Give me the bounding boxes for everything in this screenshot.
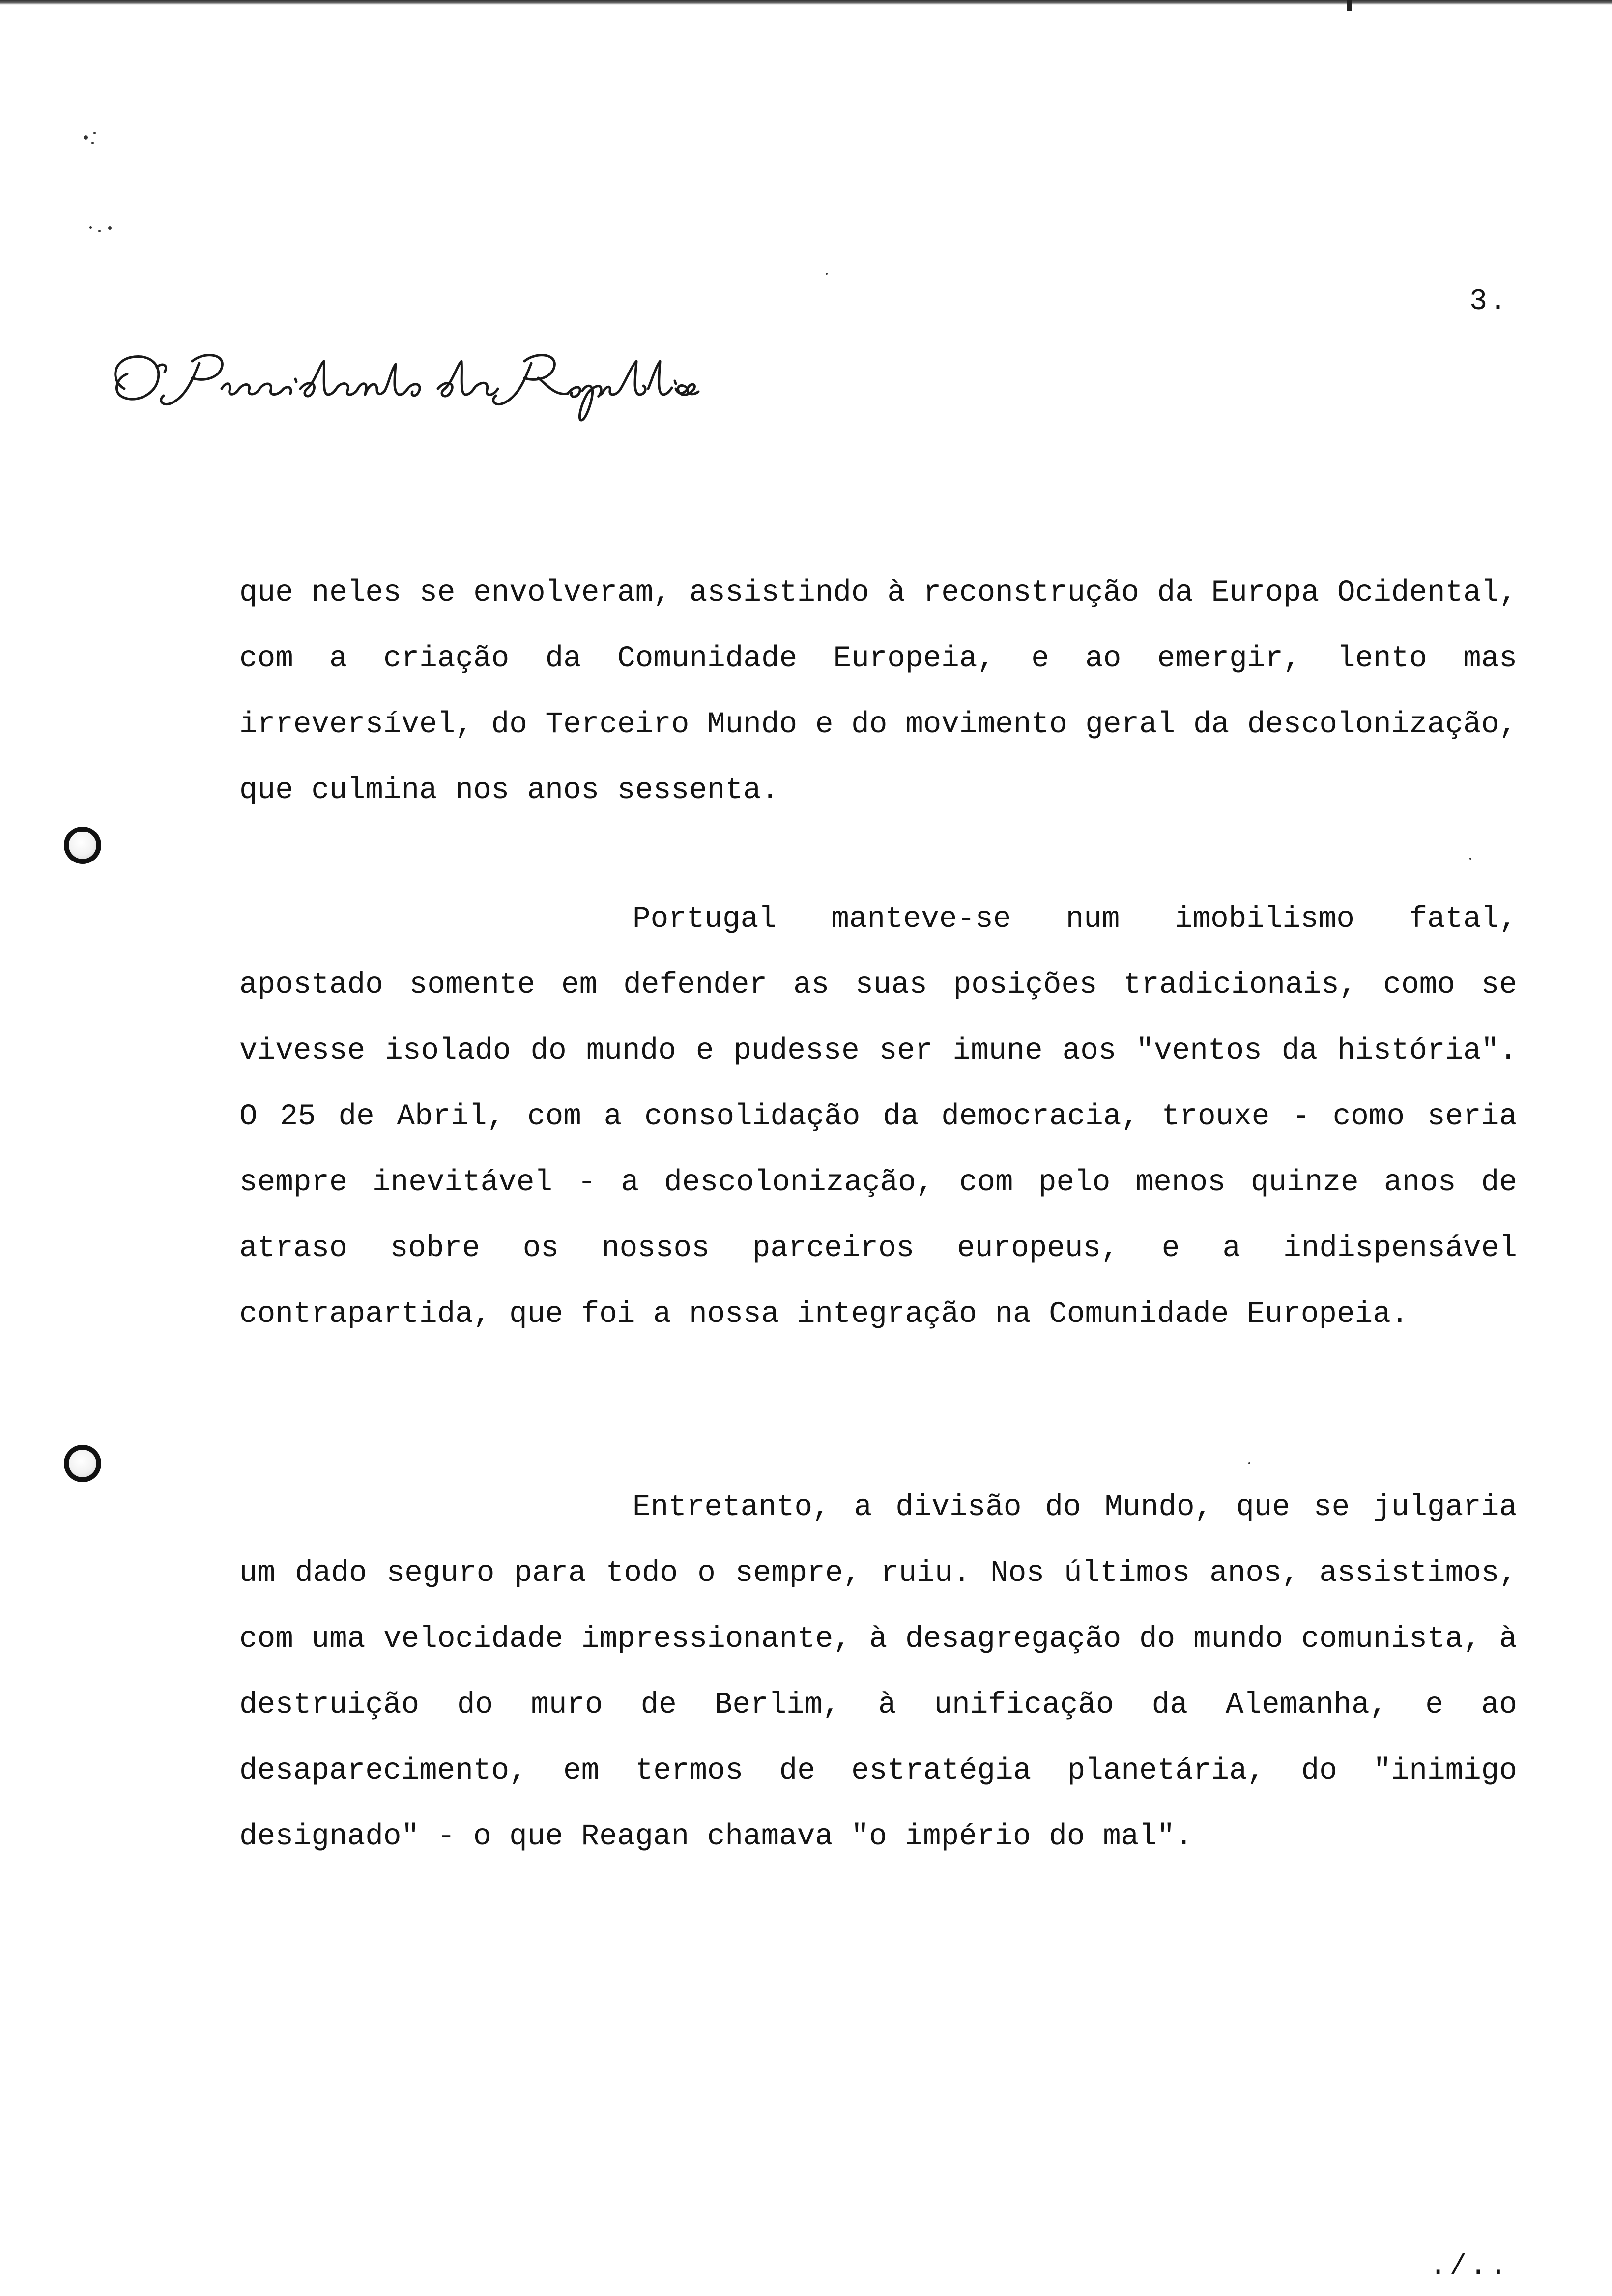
continuation-mark: ./.. [1429, 2251, 1510, 2283]
scan-speck [91, 142, 94, 144]
letterhead-script [106, 346, 700, 425]
scan-top-mark [1347, 0, 1352, 11]
paragraph: Entretanto, a divisão do Mundo, que se julgaria um dado seguro para todo o sempre, ruiu. Nos últimos anos, assistimos, com uma velocidade impressionante, à desagregação do mundo comunista, à destruição do muro de Berlim, à unificação da Alemanha, e ao desaparecimento, em termos de estratégia planetária, do "inimigo designado" - o que Reagan chamava "o império do mal". [239, 1491, 1517, 1854]
scan-speck [108, 226, 112, 230]
paragraph: que neles se envolveram, assistindo à reconstrução da Europa Ocidental, com a criação da Comunidade Europeia, e ao emergir, lento mas irreversível, do Terceiro Mundo e do movimento geral da descolonização, que culmina nos anos sessenta. [239, 576, 1517, 807]
punch-hole [64, 1445, 101, 1482]
scan-speck [826, 273, 828, 275]
page-number: 3. [1469, 285, 1509, 318]
letterhead-title [106, 346, 700, 425]
scan-speck [1469, 858, 1471, 860]
punch-hole [64, 827, 101, 864]
paragraph: Portugal manteve-se num imobilismo fatal, apostado somente em defender as suas posições tradicionais, como se vivesse isolado do mundo e pudesse ser imune aos "ventos da história". O 25 de Abril, com a consolidação da democracia, trouxe - como seria sempre inevitável - a descolonização, com pelo menos quinze anos de atraso sobre os nossos parceiros europeus, e a indispensável contrapartida, que foi a nossa integração na Comunidade Europeia. [239, 902, 1517, 1331]
scan-speck [1248, 1462, 1250, 1464]
scan-speck [98, 230, 101, 232]
scan-top-edge [0, 0, 1612, 5]
scan-speck [84, 135, 88, 140]
scan-speck [93, 132, 96, 134]
scan-speck [89, 226, 92, 229]
